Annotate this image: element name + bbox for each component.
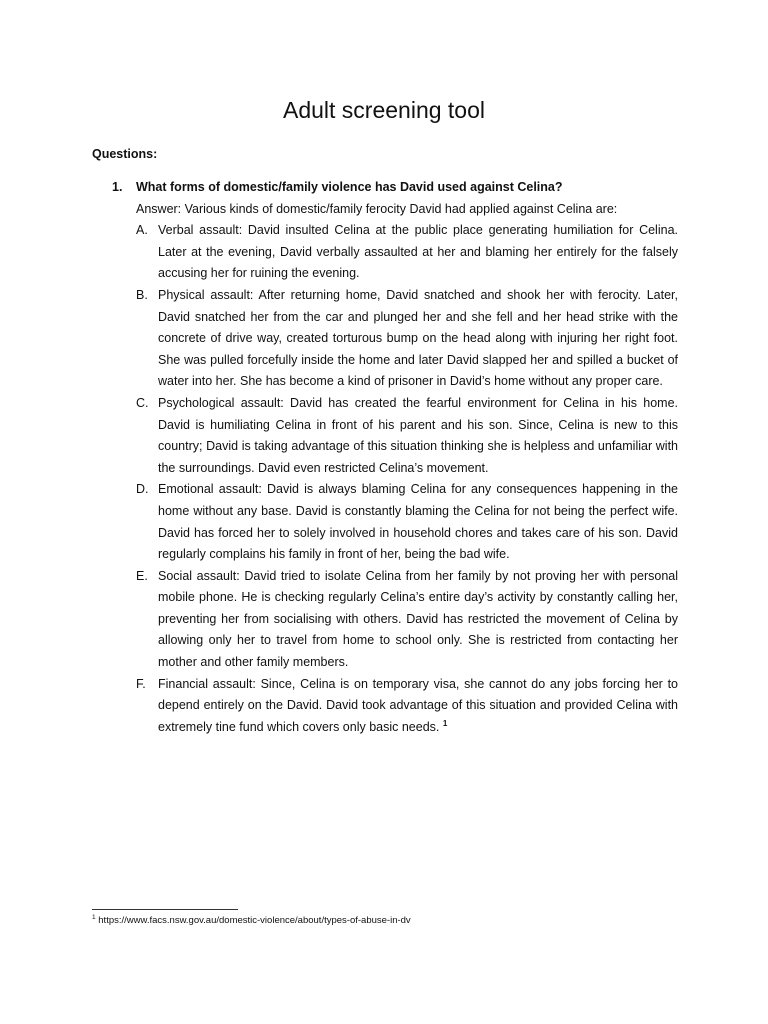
item-letter: C. bbox=[136, 395, 149, 410]
questions-heading: Questions: bbox=[92, 147, 158, 161]
item-text: Verbal assault: David insulted Celina at the public place generating humiliation for Celina. Later at the evening, David verbally assaulted at her and blaming her entirely for the falsely accusing her for ruining the evening. bbox=[158, 223, 678, 281]
list-item-c bbox=[136, 393, 678, 479]
question-number: 1. bbox=[112, 180, 123, 194]
item-text: Financial assault: Since, Celina is on temporary visa, she cannot do any jobs forcing her to depend entirely on the David. David took advantage of this situation and provided Celina with extremely tine fund which covers only basic needs. bbox=[158, 676, 678, 734]
answer-list bbox=[136, 220, 678, 738]
question-block bbox=[112, 177, 678, 738]
footnote-link[interactable]: https://www.facs.nsw.gov.au/domestic-violence/about/types-of-abuse-in-dv bbox=[98, 915, 411, 926]
list-item-d bbox=[136, 479, 678, 565]
list-item-b bbox=[136, 285, 678, 393]
list-item-a bbox=[136, 220, 678, 285]
item-letter: E. bbox=[136, 568, 148, 583]
list-item-f bbox=[136, 674, 678, 739]
page-title: Adult screening tool bbox=[282, 97, 485, 123]
footnote-reference[interactable]: 1 bbox=[442, 718, 448, 728]
item-letter: A. bbox=[136, 223, 148, 238]
item-text-with-footnote bbox=[158, 674, 678, 739]
item-letter: F. bbox=[136, 676, 146, 691]
item-letter: B. bbox=[136, 287, 148, 302]
item-text: Physical assault: After returning home, David snatched and shook her with ferocity. Later, David snatched her from the car and plunged her and she fell and her head strike with the concrete of drive way, created torturous bump on the head along with injuring her right foot. She was pulled forcefully inside the home and later David slapped her and spilled a bucket of water into her. She has become a kind of prisoner in David’s home without any proper care. bbox=[158, 287, 678, 389]
item-text: Emotional assault: David is always blaming Celina for any consequences happening in the home without any base. David is constantly blaming the Celina for not being the perfect wife. David has forced her to solely involved in household chores and takes care of his son. David regularly complains his family in front of her, being the bad wife. bbox=[158, 482, 678, 562]
footnote bbox=[92, 913, 411, 929]
item-text: Psychological assault: David has created the fearful environment for Celina in his home. David is humiliating Celina in front of his parent and his son. Since, Celina is new to this country; David is taking advantage of this situation thinking she is helpless and unfamiliar with the surroundings. David even restricted Celina’s movement. bbox=[158, 395, 678, 475]
footnote-separator bbox=[92, 909, 238, 910]
footnote-marker: 1 bbox=[92, 913, 96, 921]
item-text: Social assault: David tried to isolate Celina from her family by not proving her with personal mobile phone. He is checking regularly Celina’s entire day’s activity by constantly calling her, preventing her from socialising with others. David has restricted the movement of Celina by allowing only her to travel from home to school only. She is restricted from contacting her mother and other family members. bbox=[158, 568, 678, 670]
question-text: What forms of domestic/family violence has David used against Celina? bbox=[136, 180, 563, 194]
list-item-e bbox=[136, 566, 678, 674]
answer-intro: Answer: Various kinds of domestic/family ferocity David had applied against Celina are: bbox=[136, 201, 618, 216]
question-1 bbox=[112, 177, 678, 199]
item-letter: D. bbox=[136, 482, 149, 497]
